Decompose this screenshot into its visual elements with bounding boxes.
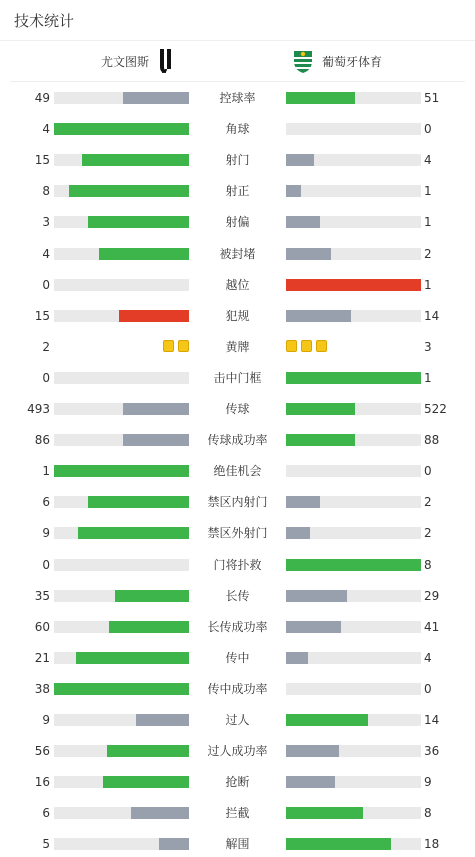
away-stat-value: 522: [424, 402, 447, 416]
home-stat-bar-fill: [159, 838, 189, 850]
away-stat-bar-fill: [286, 776, 335, 788]
away-stat-bar: [286, 714, 421, 726]
stat-label: 犯规: [225, 308, 250, 323]
stat-row: [0, 368, 475, 388]
away-stat-bar: [286, 776, 421, 788]
away-stat-bar-fill: [286, 154, 314, 166]
yellow-card-icon: [301, 340, 312, 352]
away-stat-bar-fill: [286, 372, 421, 384]
home-stat-bar: [54, 838, 189, 850]
home-stat-value: 8: [42, 184, 50, 199]
away-stat-bar-fill: [286, 745, 339, 757]
yellow-card-icon: [316, 340, 327, 352]
home-stat-value: 16: [34, 775, 50, 790]
stat-label: 绝佳机会: [213, 464, 262, 479]
stat-label: 禁区内射门: [207, 495, 268, 510]
away-stat-bar-fill: [286, 496, 320, 508]
away-stat-bar: [286, 559, 421, 571]
home-stat-bar: [54, 434, 189, 446]
stat-label: 控球率: [219, 91, 256, 105]
stat-label: 长传: [225, 588, 250, 603]
away-stat-value: 2: [424, 526, 432, 541]
home-yellow-cards: [163, 340, 189, 352]
home-stat-bar: [54, 559, 189, 571]
home-stat-bar-fill: [54, 123, 189, 135]
home-stat-value: 0: [42, 277, 50, 292]
away-stat-bar-fill: [286, 403, 355, 415]
home-stat-bar-fill: [115, 590, 189, 602]
away-stat-value: 4: [424, 153, 432, 168]
away-stat-bar: [286, 92, 421, 104]
away-stat-bar: [286, 310, 421, 322]
home-stat-bar: [54, 745, 189, 757]
away-stat-bar: [286, 745, 421, 757]
home-stat-bar-fill: [76, 652, 189, 664]
home-stat-bar: [54, 216, 189, 228]
home-stat-bar: [54, 807, 189, 819]
stat-row: [0, 648, 475, 668]
home-stat-value: 4: [42, 122, 50, 137]
home-stat-value: 0: [42, 370, 50, 385]
home-stat-bar: [54, 621, 189, 633]
away-stat-bar: [286, 154, 421, 166]
away-stat-bar-fill: [286, 434, 355, 446]
away-stat-bar: [286, 621, 421, 633]
home-stat-bar: [54, 92, 189, 104]
home-stat-value: 35: [34, 588, 50, 603]
stat-label: 禁区外射门: [207, 526, 268, 541]
home-stat-value: 6: [42, 495, 50, 510]
away-stat-bar-fill: [286, 807, 363, 819]
stat-label: 门将扑救: [213, 557, 262, 572]
away-stat-bar-fill: [286, 248, 331, 260]
section-header: [0, 0, 475, 41]
teams-row: [10, 41, 465, 82]
stat-row: [0, 399, 475, 419]
home-stat-value: 15: [34, 153, 50, 168]
away-stat-value: 4: [424, 650, 432, 665]
stat-row: [0, 710, 475, 730]
home-stat-bar: [54, 279, 189, 291]
away-stat-value: 0: [424, 464, 432, 479]
home-stat-bar: [54, 652, 189, 664]
away-stat-bar: [286, 838, 421, 850]
stat-row: [0, 803, 475, 823]
home-stat-bar-fill: [99, 248, 189, 260]
home-stat-bar-fill: [54, 683, 189, 695]
stat-label: 过人成功率: [207, 744, 268, 759]
away-stat-value: 1: [424, 370, 432, 385]
away-stat-value: 1: [424, 184, 432, 199]
away-stat-bar: [286, 403, 421, 415]
home-stat-bar: [54, 714, 189, 726]
away-stat-value: 36: [424, 744, 440, 759]
stat-label: 传球: [225, 402, 250, 416]
home-stat-value: 38: [34, 681, 50, 696]
away-stat-bar-fill: [286, 279, 421, 291]
stat-label: 角球: [225, 122, 250, 137]
away-stat-bar: [286, 496, 421, 508]
home-stat-value: 15: [34, 308, 50, 323]
stat-row: [0, 88, 475, 108]
stat-row: [0, 741, 475, 761]
home-stat-value: 1: [42, 464, 50, 479]
stat-label: 传中: [225, 650, 250, 665]
home-stat-value: 21: [34, 650, 50, 665]
away-stat-value: 2: [424, 246, 432, 261]
stat-row: [0, 119, 475, 139]
stat-row: [0, 772, 475, 792]
away-stat-value: 0: [424, 122, 432, 137]
home-stat-value: 0: [42, 557, 50, 572]
stat-row: [0, 430, 475, 450]
home-stat-bar: [54, 776, 189, 788]
away-stat-bar: [286, 807, 421, 819]
away-stat-bar-fill: [286, 838, 391, 850]
away-stat-bar-fill: [286, 185, 301, 197]
away-stat-value: 51: [424, 91, 440, 105]
home-stat-bar-fill: [109, 621, 189, 633]
home-stat-bar: [54, 527, 189, 539]
stat-row: [0, 523, 475, 543]
away-stat-value: 8: [424, 806, 432, 821]
home-stat-value: 4: [42, 246, 50, 261]
away-yellow-cards: [286, 340, 327, 352]
stat-label: 传球成功率: [207, 433, 268, 448]
stat-label: 黄牌: [225, 339, 250, 354]
home-stat-bar-fill: [88, 216, 189, 228]
away-stat-bar: [286, 652, 421, 664]
stat-label: 解围: [225, 837, 250, 852]
home-stat-value: 3: [42, 215, 50, 230]
away-stat-bar-fill: [286, 310, 351, 322]
away-stat-bar: [286, 683, 421, 695]
home-stat-bar: [54, 403, 189, 415]
juventus-logo-icon: [157, 48, 175, 74]
stat-row: [0, 679, 475, 699]
home-stat-bar-fill: [136, 714, 189, 726]
home-stat-bar-fill: [123, 403, 189, 415]
away-stat-value: 3: [424, 339, 432, 354]
home-stat-bar-fill: [88, 496, 189, 508]
home-stat-value: 60: [34, 619, 50, 634]
home-stat-bar: [54, 123, 189, 135]
away-stat-bar-fill: [286, 652, 308, 664]
stat-row: [0, 617, 475, 637]
stat-label: 抢断: [225, 775, 250, 790]
home-stat-value: 9: [42, 713, 50, 727]
stat-label: 射门: [225, 153, 250, 168]
away-stat-value: 2: [424, 495, 432, 510]
stat-label: 击中门框: [213, 370, 262, 385]
away-stat-bar-fill: [286, 559, 421, 571]
home-stat-bar: [54, 590, 189, 602]
home-stat-bar: [54, 248, 189, 260]
stat-row: [0, 212, 475, 232]
stat-row: [0, 461, 475, 481]
stat-label: 射正: [225, 184, 250, 199]
home-stat-bar: [54, 372, 189, 384]
home-stat-value: 6: [42, 806, 50, 821]
away-stat-value: 0: [424, 681, 432, 696]
home-stat-bar: [54, 185, 189, 197]
stat-row: [0, 275, 475, 295]
home-stat-bar-fill: [82, 154, 189, 166]
away-stat-bar: [286, 372, 421, 384]
home-stat-bar-fill: [103, 776, 189, 788]
home-stat-bar: [54, 154, 189, 166]
home-stat-value: 56: [34, 744, 50, 759]
away-team[interactable]: [292, 49, 382, 73]
stat-label: 射偏: [225, 215, 250, 230]
home-team[interactable]: [101, 49, 175, 73]
home-stat-bar-fill: [123, 434, 189, 446]
away-stat-bar-fill: [286, 527, 310, 539]
section-title: 技术统计: [14, 12, 75, 30]
away-stat-bar-fill: [286, 216, 320, 228]
stat-row: [0, 306, 475, 326]
yellow-card-icon: [286, 340, 297, 352]
away-stat-value: 88: [424, 433, 440, 448]
away-stat-bar: [286, 185, 421, 197]
stat-row: [0, 244, 475, 264]
home-stat-bar: [54, 310, 189, 322]
away-stat-value: 1: [424, 215, 432, 230]
home-stat-bar: [54, 465, 189, 477]
home-stat-bar-fill: [69, 185, 189, 197]
away-stat-bar-fill: [286, 92, 355, 104]
sporting-cp-logo-icon: [292, 48, 314, 74]
home-stat-bar-fill: [78, 527, 189, 539]
away-stat-value: 29: [424, 588, 440, 603]
home-stat-value: 9: [42, 526, 50, 541]
away-stat-bar: [286, 123, 421, 135]
stat-label: 传中成功率: [207, 681, 268, 696]
home-stat-bar-fill: [54, 465, 189, 477]
away-stat-value: 8: [424, 557, 432, 572]
stat-label: 长传成功率: [207, 619, 268, 634]
away-stat-value: 14: [424, 713, 440, 727]
stat-row: [0, 555, 475, 575]
stat-row: [0, 492, 475, 512]
stat-row: [0, 181, 475, 201]
away-stat-value: 18: [424, 837, 440, 852]
yellow-card-icon: [178, 340, 189, 352]
away-stat-bar: [286, 465, 421, 477]
away-stat-bar: [286, 590, 421, 602]
away-stat-value: 41: [424, 619, 440, 634]
stat-row: [0, 834, 475, 854]
stat-label: 过人: [225, 713, 250, 727]
away-stat-value: 1: [424, 277, 432, 292]
home-stat-bar-fill: [123, 92, 189, 104]
stat-label: 越位: [225, 277, 250, 292]
home-stat-value: 493: [27, 402, 50, 416]
home-stat-bar-fill: [107, 745, 189, 757]
home-stat-value: 5: [42, 837, 50, 852]
home-stat-bar: [54, 683, 189, 695]
home-stat-value: 86: [34, 433, 50, 448]
stat-label: 被封堵: [219, 246, 256, 261]
stat-row: [0, 150, 475, 170]
home-stat-value: 49: [34, 91, 50, 105]
away-stat-bar-fill: [286, 621, 341, 633]
away-stat-bar: [286, 434, 421, 446]
away-stat-value: 9: [424, 775, 432, 790]
home-stat-value: 2: [42, 339, 50, 354]
away-stat-bar-fill: [286, 590, 347, 602]
away-stat-bar: [286, 279, 421, 291]
home-stat-bar-fill: [131, 807, 189, 819]
home-stat-bar: [54, 496, 189, 508]
away-stat-bar: [286, 216, 421, 228]
yellow-card-icon: [163, 340, 174, 352]
stat-row: [0, 586, 475, 606]
stat-label: 拦截: [225, 806, 250, 821]
home-team-name: 尤文图斯: [100, 54, 149, 69]
away-stat-bar: [286, 248, 421, 260]
stat-row: [0, 337, 475, 357]
away-stat-bar: [286, 527, 421, 539]
away-team-name: 葡萄牙体育: [322, 54, 383, 69]
away-stat-bar-fill: [286, 714, 368, 726]
home-stat-bar-fill: [119, 310, 189, 322]
away-stat-value: 14: [424, 308, 440, 323]
